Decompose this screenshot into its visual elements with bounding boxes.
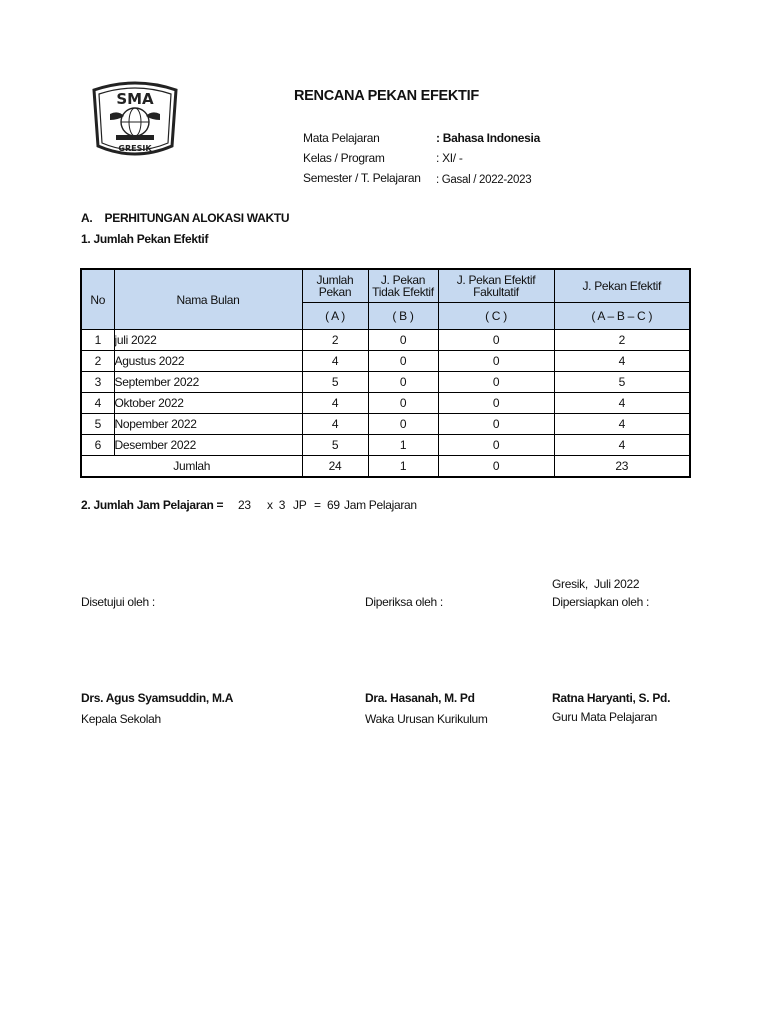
header-facultative-l1: J. Pekan Efektif xyxy=(456,273,536,287)
cell-no: 3 xyxy=(81,372,114,393)
table-row xyxy=(81,393,690,414)
cell-b: 0 xyxy=(368,330,438,351)
cell-month: Desember 2022 xyxy=(114,435,302,456)
header-total-weeks xyxy=(302,269,368,303)
table-total-row xyxy=(81,456,690,478)
cell-effective: 4 xyxy=(554,435,690,456)
info-value-semester: : Gasal / 2022-2023 xyxy=(436,174,532,186)
header-total-weeks-l2: Pekan xyxy=(318,285,352,299)
checked-label: Diperiksa oleh : xyxy=(365,595,443,609)
header-facultative xyxy=(438,269,554,303)
place-date: Gresik, Juli 2022 xyxy=(552,577,640,591)
checked-title: Waka Urusan Kurikulum xyxy=(365,712,488,726)
cell-month: Nopember 2022 xyxy=(114,414,302,435)
info-label-subject: Mata Pelajaran xyxy=(303,131,380,145)
cell-b: 0 xyxy=(368,351,438,372)
cell-month: Oktober 2022 xyxy=(114,393,302,414)
lesson-hours-weeks: 23 xyxy=(238,498,251,512)
lesson-hours-multiplier: x 3 xyxy=(267,498,286,512)
prepared-label: Dipersiapkan oleh : xyxy=(552,595,650,609)
effective-weeks-table xyxy=(80,268,691,478)
info-value-class: : XI/ - xyxy=(436,151,463,165)
cell-c: 0 xyxy=(438,351,554,372)
lesson-hours-label: 2. Jumlah Jam Pelajaran = xyxy=(81,498,224,512)
header-code-b: ( B ) xyxy=(368,303,438,330)
section-heading-a: A. PERHITUNGAN ALOKASI WAKTU xyxy=(81,211,290,225)
total-c: 0 xyxy=(438,456,554,478)
info-value-subject: : Bahasa Indonesia xyxy=(436,131,540,145)
cell-effective: 4 xyxy=(554,351,690,372)
header-code-a: ( A ) xyxy=(302,303,368,330)
total-b: 1 xyxy=(368,456,438,478)
cell-no: 1 xyxy=(81,330,114,351)
cell-month: Agustus 2022 xyxy=(114,351,302,372)
cell-month: juli 2022 xyxy=(114,330,302,351)
lesson-hours-jp: JP xyxy=(293,498,307,512)
table-row xyxy=(81,435,690,456)
header-non-effective-l2: Tidak Efektif xyxy=(372,285,434,299)
header-facultative-l2: Fakultatif xyxy=(473,285,519,299)
approved-label: Disetujui oleh : xyxy=(81,595,155,609)
logo-bottom-text: GRESIK xyxy=(118,144,152,153)
lesson-hours-result: 69 xyxy=(327,498,340,512)
cell-c: 0 xyxy=(438,435,554,456)
cell-a: 5 xyxy=(302,435,368,456)
table-row xyxy=(81,372,690,393)
header-effective: J. Pekan Efektif xyxy=(554,269,690,303)
section-heading-1: 1. Jumlah Pekan Efektif xyxy=(81,232,209,246)
cell-a: 5 xyxy=(302,372,368,393)
cell-b: 1 xyxy=(368,435,438,456)
total-effective: 23 xyxy=(554,456,690,478)
cell-no: 4 xyxy=(81,393,114,414)
cell-c: 0 xyxy=(438,414,554,435)
school-logo xyxy=(88,80,182,160)
table-row xyxy=(81,414,690,435)
prepared-title: Guru Mata Pelajaran xyxy=(552,710,658,724)
approved-name: Drs. Agus Syamsuddin, M.A xyxy=(81,691,234,705)
document-title: RENCANA PEKAN EFEKTIF xyxy=(294,88,479,104)
header-code-c: ( C ) xyxy=(438,303,554,330)
checked-name: Dra. Hasanah, M. Pd xyxy=(365,691,475,705)
cell-a: 4 xyxy=(302,393,368,414)
approved-title: Kepala Sekolah xyxy=(81,712,161,726)
cell-month: September 2022 xyxy=(114,372,302,393)
logo-top-text: SMA xyxy=(116,90,154,108)
total-label: Jumlah xyxy=(81,456,302,478)
cell-c: 0 xyxy=(438,330,554,351)
cell-a: 2 xyxy=(302,330,368,351)
lesson-hours-equals: = xyxy=(314,498,321,512)
cell-effective: 5 xyxy=(554,372,690,393)
cell-c: 0 xyxy=(438,372,554,393)
cell-no: 6 xyxy=(81,435,114,456)
prepared-name: Ratna Haryanti, S. Pd. xyxy=(552,691,671,705)
lesson-hours-unit: Jam Pelajaran xyxy=(344,498,417,512)
cell-a: 4 xyxy=(302,351,368,372)
cell-effective: 4 xyxy=(554,414,690,435)
info-label-class: Kelas / Program xyxy=(303,151,385,165)
cell-b: 0 xyxy=(368,414,438,435)
cell-effective: 2 xyxy=(554,330,690,351)
header-total-weeks-l1: Jumlah xyxy=(316,273,354,287)
cell-b: 0 xyxy=(368,393,438,414)
table-row xyxy=(81,330,690,351)
cell-c: 0 xyxy=(438,393,554,414)
header-no: No xyxy=(81,269,114,330)
table-header-row xyxy=(81,269,690,303)
cell-no: 5 xyxy=(81,414,114,435)
info-label-semester: Semester / T. Pelajaran xyxy=(303,171,421,185)
header-code-abc: ( A – B – C ) xyxy=(554,303,690,330)
cell-a: 4 xyxy=(302,414,368,435)
cell-no: 2 xyxy=(81,351,114,372)
header-non-effective-l1: J. Pekan xyxy=(380,273,426,287)
table-row xyxy=(81,351,690,372)
cell-b: 0 xyxy=(368,372,438,393)
header-month: Nama Bulan xyxy=(114,269,302,330)
total-a: 24 xyxy=(302,456,368,478)
cell-effective: 4 xyxy=(554,393,690,414)
header-non-effective xyxy=(368,269,438,303)
